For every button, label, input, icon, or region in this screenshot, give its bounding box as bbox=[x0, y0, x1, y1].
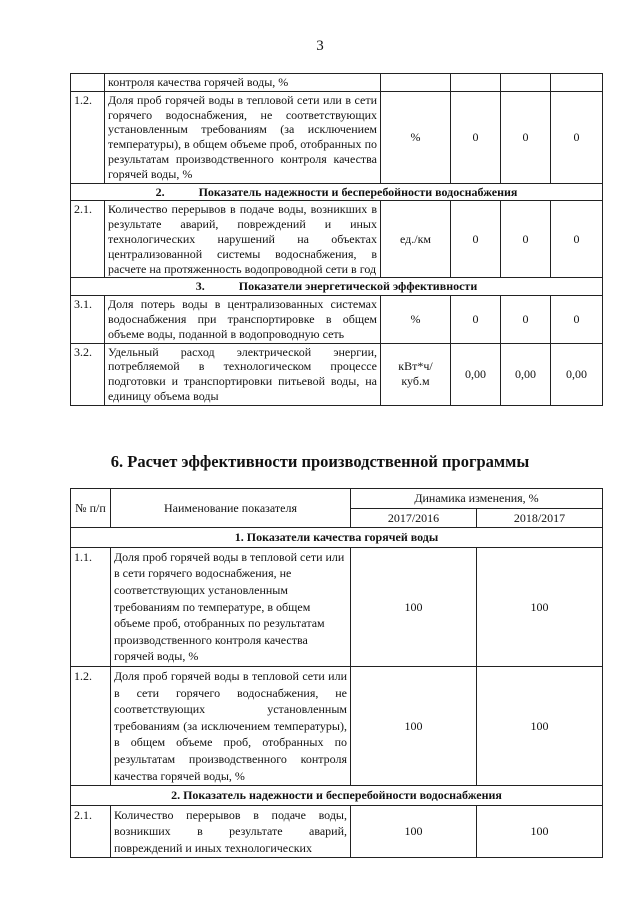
table-row bbox=[71, 91, 603, 183]
cell-value: 0 bbox=[551, 201, 603, 278]
table-row bbox=[71, 201, 603, 278]
cell-value: 0 bbox=[551, 296, 603, 343]
section-row bbox=[71, 528, 603, 548]
cell-value: 0,00 bbox=[551, 343, 603, 405]
cell-name: Доля проб горячей воды в тепловой сети или в сети горячего водоснабжения, не соответствующих установленным требованиям (за исключением температуры), в общем объеме проб, отобранных по результатам производственного контроля качества горячей воды, % bbox=[105, 91, 381, 183]
cell-value: 100 bbox=[477, 666, 603, 785]
cell-value: 0 bbox=[551, 91, 603, 183]
section-number: 3. bbox=[195, 279, 205, 294]
cell-value: 0 bbox=[451, 201, 501, 278]
header-num: № п/п bbox=[71, 489, 111, 528]
cell-name: Доля потерь воды в централизованных системах водоснабжения при транспортировке в общем объеме воды, поданной в водопроводную сеть bbox=[105, 296, 381, 343]
cell-value: 0,00 bbox=[501, 343, 551, 405]
table-row bbox=[71, 74, 603, 92]
cell-value: 0 bbox=[451, 296, 501, 343]
indicators-table-continued bbox=[70, 73, 603, 406]
efficiency-table bbox=[70, 488, 603, 858]
section-title: 1. Показатели качества горячей воды bbox=[71, 528, 603, 548]
cell-value: 100 bbox=[477, 547, 603, 666]
header-dynamics: Динамика изменения, % bbox=[351, 489, 603, 509]
page-number: 3 bbox=[316, 38, 324, 54]
cell-unit: % bbox=[381, 296, 451, 343]
section-heading: 6. Расчет эффективности производственной программы bbox=[110, 452, 530, 471]
cell-value: 0,00 bbox=[451, 343, 501, 405]
table-header-row bbox=[71, 489, 603, 509]
cell-num: 1.2. bbox=[71, 666, 111, 785]
cell-unit: кВт*ч/ куб.м bbox=[381, 343, 451, 405]
cell-value: 100 bbox=[477, 805, 603, 858]
cell-num: 2.1. bbox=[71, 201, 105, 278]
cell-name: Количество перерывов в подаче воды, возникших в результате аварий, повреждений и иных технологических bbox=[111, 805, 351, 858]
section-title: Показатель надежности и бесперебойности водоснабжения bbox=[198, 184, 518, 199]
table-row bbox=[71, 296, 603, 343]
header-name: Наименование показателя bbox=[111, 489, 351, 528]
section-number: 2. bbox=[155, 184, 165, 199]
cell-unit: % bbox=[381, 91, 451, 183]
cell-unit: ед./км bbox=[381, 201, 451, 278]
section-row bbox=[71, 278, 603, 296]
header-col2: 2018/2017 bbox=[477, 508, 603, 528]
table-row bbox=[71, 547, 603, 666]
cell-value: 100 bbox=[351, 547, 477, 666]
cell-num: 1.2. bbox=[71, 91, 105, 183]
cell-name: Доля проб горячей воды в тепловой сети или в сети горячего водоснабжения, не соответствующих установленным требованиям (за исключением температуры), в общем объеме проб, отобранных по результатам производственного контроля качества горячей воды, % bbox=[111, 666, 351, 785]
cell-value: 0 bbox=[451, 91, 501, 183]
table-row bbox=[71, 343, 603, 405]
cell-name: контроля качества горячей воды, % bbox=[105, 74, 381, 92]
section-row bbox=[71, 786, 603, 806]
section-row bbox=[71, 183, 603, 201]
cell-name: Удельный расход электрической энергии, потребляемой в технологическом процессе подготовки и транспортировки питьевой воды, на единицу объема воды bbox=[105, 343, 381, 405]
section-title: 2. Показатель надежности и бесперебойности водоснабжения bbox=[71, 786, 603, 806]
cell-name: Доля проб горячей воды в тепловой сети или в сети горячего водоснабжения, не соответствующих установленным требованиям по температуре, в общем объеме проб, отобранных по результатам производственного контроля качества горячей воды, % bbox=[111, 547, 351, 666]
cell-num: 3.1. bbox=[71, 296, 105, 343]
cell-value: 0 bbox=[501, 201, 551, 278]
cell-value: 100 bbox=[351, 666, 477, 785]
cell-num: 1.1. bbox=[71, 547, 111, 666]
cell-value: 100 bbox=[351, 805, 477, 858]
table-row bbox=[71, 666, 603, 785]
cell-name: Количество перерывов в подаче воды, возникших в результате аварий, повреждений и иных технологических нарушений на объектах централизованной системы водоснабжения, в расчете на протяженность водопроводной сети в год bbox=[105, 201, 381, 278]
cell-value: 0 bbox=[501, 296, 551, 343]
cell-value: 0 bbox=[501, 91, 551, 183]
section-title: Показатели энергетической эффективности bbox=[238, 279, 478, 294]
cell-num: 2.1. bbox=[71, 805, 111, 858]
cell-num: 3.2. bbox=[71, 343, 105, 405]
table-row bbox=[71, 805, 603, 858]
header-col1: 2017/2016 bbox=[351, 508, 477, 528]
